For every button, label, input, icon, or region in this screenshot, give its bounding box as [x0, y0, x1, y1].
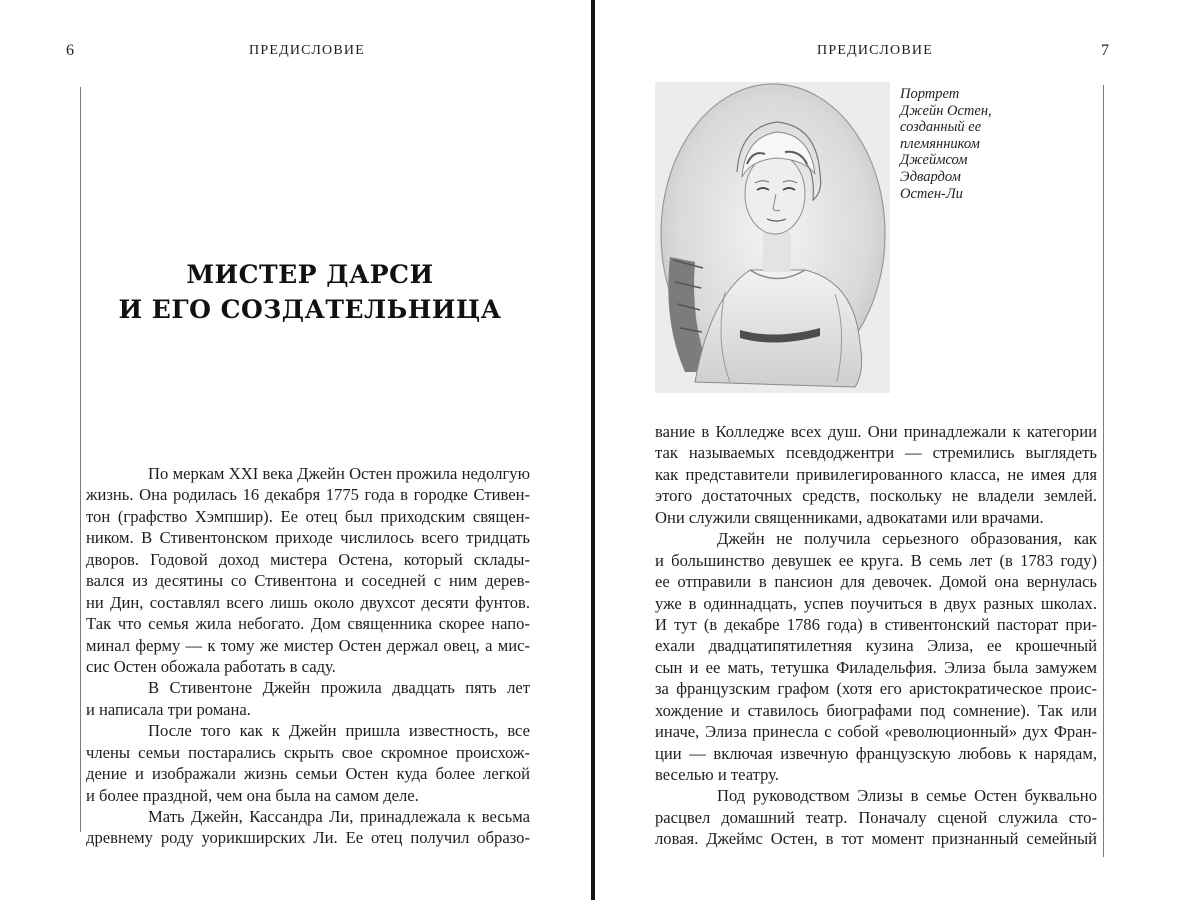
caption-line: Портрет [900, 86, 960, 102]
text-line: этого достаточных средств, поскольку не владели землей. [655, 486, 1097, 506]
caption-line: Эдвардом [900, 168, 961, 185]
text-line: И тут (в декабре 1786 года) в стивентонский пасторат при- [655, 614, 1097, 634]
text-line: ником. В Стивентонском приходе числилось всего тридцать [86, 528, 530, 548]
text-line: как представители привилегированного класса, не имея для [655, 464, 1097, 484]
text-line: расцвел домашний театр. Поначалу сценой служила сто- [655, 807, 1097, 827]
text-line: Под руководством Элизы в семье Остен буквально [717, 786, 1097, 806]
text-line: хождение и ставилось биографами под сомнение). Так или [655, 700, 1097, 720]
text-line: сын и ее мать, тетушка Филадельфия. Элиза была замужем [655, 657, 1097, 677]
left-page [0, 0, 591, 900]
caption-line: созданный ее [900, 119, 982, 136]
page-number: 6 [66, 42, 75, 59]
caption-line: Остен-Ли [900, 185, 963, 202]
body-text [655, 421, 1097, 850]
text-line: По меркам XXI века Джейн Остен прожила недолгую [148, 464, 530, 483]
page-number: 7 [1101, 42, 1110, 59]
chapter-title-line: И ЕГО СОЗДАТЕЛЬНИЦА [118, 295, 502, 324]
text-line: ее отправили в пансион для девочек. Домой она вернулась [655, 572, 1097, 592]
text-line: ции — включая извечную французскую любовь к нарядам, [655, 743, 1097, 763]
caption-line: Джейн Остен, [900, 102, 992, 119]
margin-rule [1103, 85, 1104, 857]
text-line: тон (графство Хэмпшир). Ее отец был приходским священ- [86, 506, 530, 526]
right-page [595, 0, 1187, 900]
text-line: ловая. Джеймс Остен, в тот момент признанный семейный [655, 829, 1097, 849]
chapter-title-line: МИСТЕР ДАРСИ [186, 260, 434, 289]
text-line: ехали двадцатипятилетняя кузина Элиза, ее крошечный [655, 636, 1097, 656]
text-line: члены семьи постарались скрыть свое скромное происхож- [86, 742, 530, 762]
text-line: Джейн не получила серьезного образования, как [717, 529, 1097, 549]
text-line: В Стивентоне Джейн прожила двадцать пять лет [148, 678, 530, 698]
text-line: вался из десятины со Стивентона и соседней с ним дерев- [86, 571, 530, 591]
text-line: минал ферму — к тому же мистер Остен держал овец, а мис- [86, 635, 530, 655]
margin-rule [80, 87, 81, 832]
caption-line: Джеймсом [900, 152, 968, 169]
portrait-caption [900, 86, 1020, 202]
text-line: ни Дин, составлял всего лишь около двухсот десяти фунтов. [86, 592, 530, 612]
body-text [86, 463, 530, 849]
text-line: за французским графом (хотя его аристократическое проис- [655, 679, 1097, 699]
text-line: так называемых псевдоджентри — стремились выглядеть [655, 443, 1097, 463]
text-line: веселью и театру. [655, 765, 779, 784]
text-line: и написала три романа. [86, 699, 251, 719]
caption-line: племянником [900, 135, 980, 152]
text-line: сис Остен обожала работать в саду. [86, 656, 336, 676]
text-line: жизнь. Она родилась 16 декабря 1775 года в городке Стивен- [86, 485, 530, 505]
text-line: уже в одиннадцать, успев поучиться в двух разных школах. [655, 593, 1097, 613]
portrait-engraving [655, 82, 890, 393]
text-line: и более праздной, чем она была на самом деле. [86, 785, 419, 805]
text-line: Они служили священниками, адвокатами или врачами. [655, 507, 1044, 527]
text-line: Так что семья жила небогато. Дом священника скорее напо- [86, 614, 530, 634]
text-line: древнему роду уорикширских Ли. Ее отец получил образо- [86, 828, 530, 848]
text-line: иначе, Элиза принесла с собой «революционный» дух Фран- [655, 722, 1097, 742]
text-line: вание в Колледже всех душ. Они принадлежали к категории [655, 422, 1097, 441]
chapter-title [90, 257, 530, 327]
text-line: дение и изображали жизнь семьи Остен куда более легкой [86, 764, 530, 784]
text-line: дворов. Годовой доход мистера Остена, который склады- [86, 549, 530, 569]
running-head: ПРЕДИСЛОВИЕ [817, 43, 933, 58]
text-line: и большинство девушек ее круга. В семь лет (в 1783 году) [655, 550, 1097, 570]
text-line: Мать Джейн, Кассандра Ли, принадлежала к весьма [148, 807, 530, 826]
running-head: ПРЕДИСЛОВИЕ [249, 43, 365, 58]
text-line: После того как к Джейн пришла известность, все [148, 721, 530, 741]
